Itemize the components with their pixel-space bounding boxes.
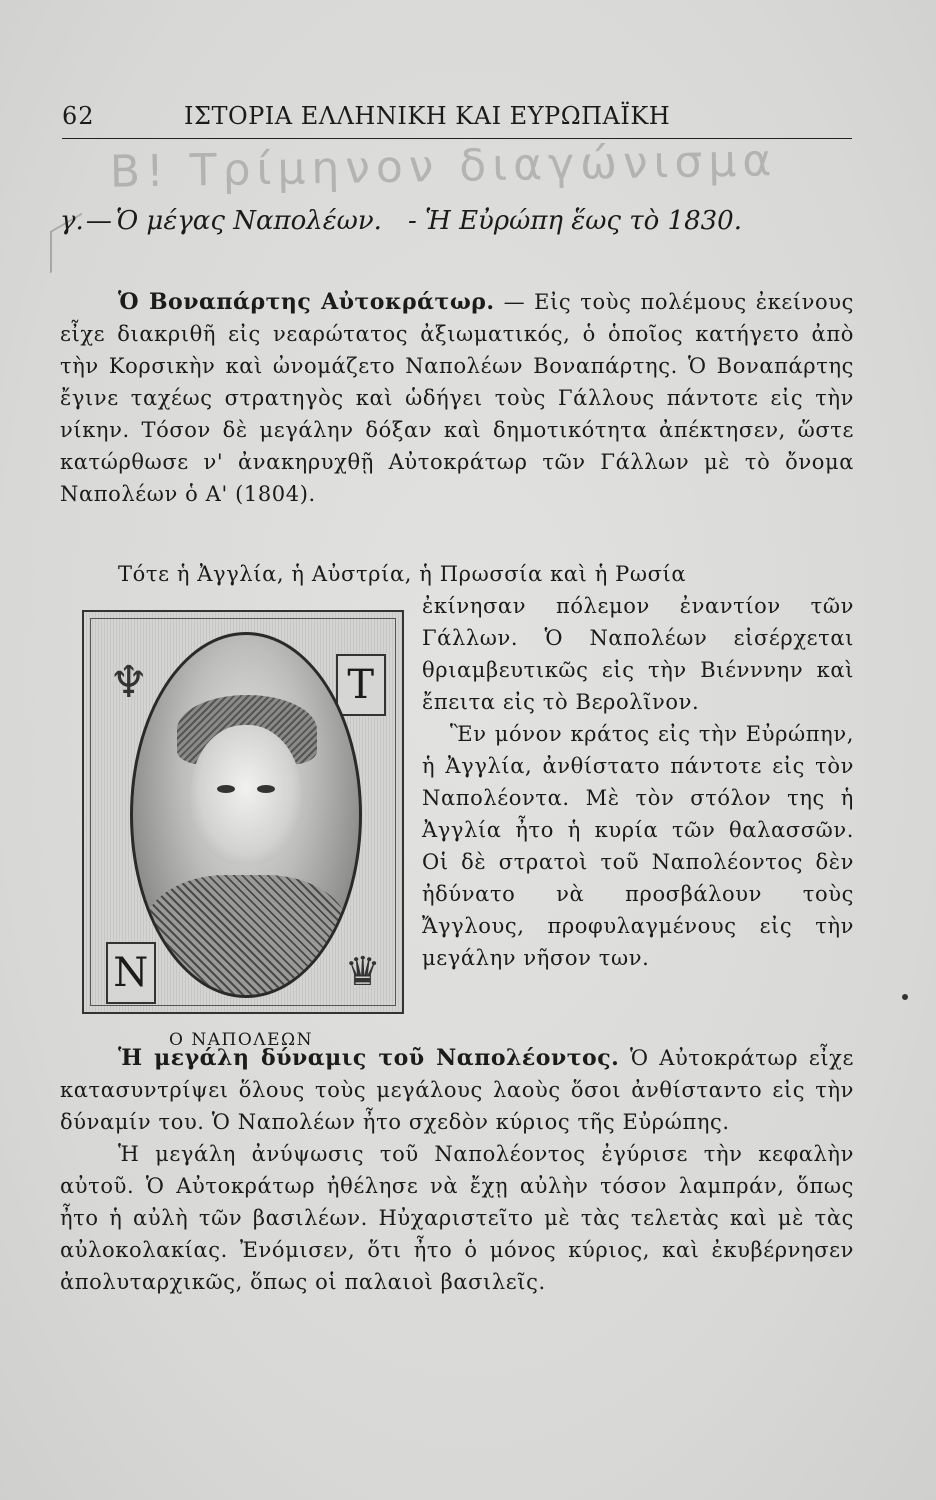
n-monogram-emblem: N — [106, 942, 156, 1004]
paragraph-coalition-first-line: Τότε ἡ Ἀγγλία, ἡ Αὐστρία, ἡ Πρωσσία καὶ ἡ Ρωσία — [118, 562, 687, 586]
paragraph-court: Ἡ μεγάλη ἀνύψωσις τοῦ Ναπολέοντος ἐγύρισε τὴν κεφαλὴν αὐτοῦ. Ὁ Αὐτοκράτωρ ἠθέλησε νὰ ἔχῃ αὐλὴν τόσον λαμπράν, ὅπως ἦτο ἡ αὐλὴ τῶν βασιλέων. Ηὐχαριστεῖτο μὲ τὰς τελετὰς καὶ μὲ τὰς αὐλοκολακίας. Ἐνόμισεν, ὅτι ἦτο ὁ μόνος κύριος, καὶ ἐκυβέρνησεν ἀπολυταρχικῶς, ὅπως οἱ παλαιοὶ βασιλεῖς. — [60, 1142, 854, 1294]
paragraph-england: Ἓν μόνον κράτος εἰς τὴν Εὐρώπην, ἡ Ἀγγλία, ἀνθίστατο πάντοτε εἰς τὸν Ναπολέοντα. Μὲ τὸν στόλον της ἡ Ἀγγλία ἦτο ἡ κυρία τῶν θαλασσῶν. Οἱ δὲ στρατοὶ τοῦ Ναπολέοντος δὲν ἠδύνατο νὰ προσβάλουν τοὺς Ἄγγλους, προφυλαγμένους εἰς τὴν μεγάλην νῆσον των. — [422, 722, 854, 970]
paragraph-text: — Εἰς τοὺς πολέμους ἐκείνους εἶχε διακριθῆ εἰς νεαρώτατος ἀξιωματικός, ὁ ὁποῖος κατήγετο ἀπὸ τὴν Κορσικὴν καὶ ὠνομάζετο Ναπολέων Βοναπάρτης. Ὁ Βοναπάρτης ἔγινε ταχέως στρατηγὸς καὶ ὡδήγει τοὺς Γάλλους πάντοτε εἰς τὴν νίκην. Τόσον δὲ μεγάλην δόξαν καὶ δημοτικότητα ἀπέκτησεν, ὥστε κατώρθωσε ν' ἀνακηρυχθῇ Αὐτοκράτωρ τῶν Γάλλων μὲ τὸ ὄνομα Ναπολέων ὁ Α' (1804). — [60, 290, 854, 506]
portrait-face — [191, 725, 301, 865]
crown-icon: ♛ — [344, 949, 382, 995]
paragraph-text: Ὁ Αὐτοκράτωρ εἶχε κατασυντρίψει ὅλους τοὺς μεγάλους λαοὺς ὅσοι ἀνθίσταντο εἰς τὴν δύναμίν του. Ὁ Ναπολέων ἦτο σχεδὸν κύριος τῆς Εὐρώπης. — [60, 1046, 854, 1134]
portrait-coat — [143, 875, 349, 998]
page-number: 62 — [62, 102, 95, 130]
ink-dot — [902, 994, 908, 1000]
paragraph-lead: Ἡ μεγάλη δύναμις τοῦ Ναπολέοντος. — [118, 1045, 620, 1071]
napoleon-portrait-figure — [72, 592, 410, 1062]
napoleon-portrait — [130, 632, 362, 998]
section-heading — [60, 206, 860, 236]
figure-caption: Ο ΝΑΠΟΛΕΩΝ — [169, 1030, 313, 1050]
portrait-eye-left — [217, 785, 235, 793]
running-header — [62, 96, 852, 136]
running-title: ΙΣΤΟΡΙΑ ΕΛΛΗΝΙΚΗ ΚΑΙ ΕΥΡΩΠΑΪΚΗ — [184, 102, 671, 130]
portrait-frame — [82, 610, 404, 1014]
paragraph-bonaparte-emperor — [60, 286, 854, 510]
section-dash: — — [85, 206, 112, 236]
lower-text-block — [60, 1042, 854, 1298]
paragraph-coalition-text: ἐκίνησαν πόλεμον ἐναντίον τῶν Γάλλων. Ὁ Ναπολέων εἰσέρχεται θριαμβευτικῶς εἰς τὴν Βιένννην καὶ ἔπειτα εἰς τὸ Βερολῖνον. — [422, 594, 854, 714]
paragraph-great-power — [60, 1042, 854, 1138]
portrait-eye-right — [257, 785, 275, 793]
paragraph-lead: Ὁ Βοναπάρτης Αὐτοκράτωρ. — [118, 289, 495, 315]
monogram-emblem: Τ — [336, 654, 386, 716]
section-title-right: - Ἡ Εὐρώπη ἕως τὸ 1830. — [407, 206, 742, 236]
section-title-left: Ὁ μέγας Ναπολέων. — [115, 206, 382, 236]
wrapped-text-block — [60, 558, 854, 1062]
section-letter: γ. — [60, 206, 84, 236]
handwritten-note: Β! Τρίμηνον διαγώνισμα — [109, 135, 778, 198]
eagle-icon: ♆ — [108, 657, 150, 708]
